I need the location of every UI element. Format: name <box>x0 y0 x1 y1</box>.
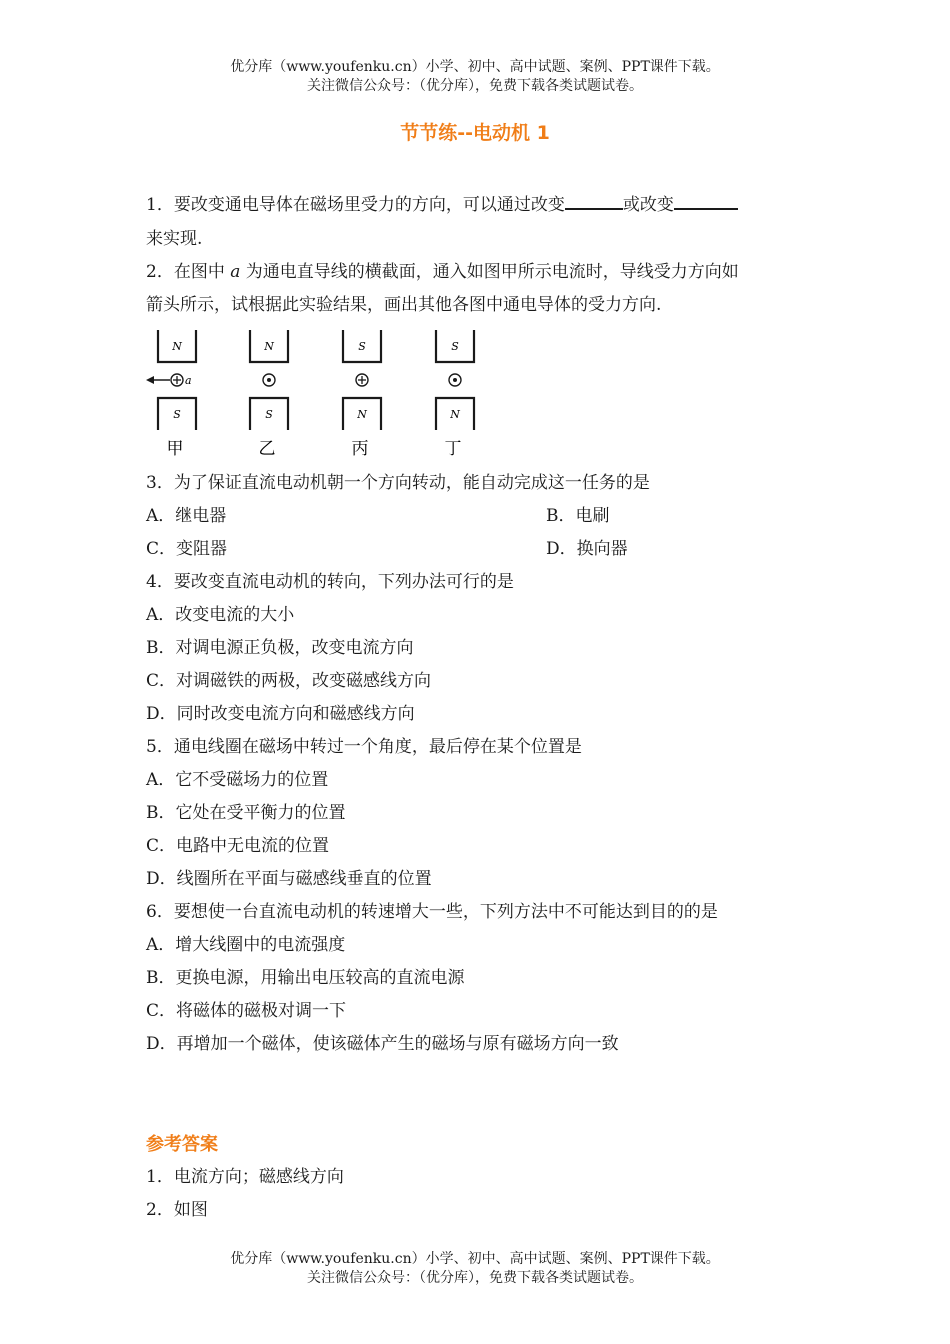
q3-option-a: A．继电器 <box>146 506 227 526</box>
q2-line-2: 箭头所示，试根据此实验结果，画出其他各图中通电导体的受力方向. <box>146 295 662 315</box>
q3-option-b: B．电刷 <box>546 506 610 526</box>
q5-option-b: B．它处在受平衡力的位置 <box>146 803 346 823</box>
figure-label: 乙 <box>258 439 276 459</box>
q4-option-c: C．对调磁铁的两极，改变磁感线方向 <box>146 671 432 691</box>
q6-option-a: A．增大线圈中的电流强度 <box>146 935 346 955</box>
q6-option-d: D．再增加一个磁体，使该磁体产生的磁场与原有磁场方向一致 <box>146 1034 619 1054</box>
top-pole-label: N <box>264 340 274 353</box>
bottom-pole-label: N <box>450 408 460 421</box>
magnet-panel-3 <box>436 330 474 459</box>
figure-label: 丁 <box>444 439 462 459</box>
q4-option-d: D．同时改变电流方向和磁感线方向 <box>146 704 415 724</box>
answer-1: 1．电流方向；磁感线方向 <box>146 1167 344 1187</box>
q5-option-a: A．它不受磁场力的位置 <box>146 770 329 790</box>
bottom-pole-label: S <box>265 408 273 421</box>
answer-blank-1 <box>565 194 623 210</box>
bottom-pole-label: S <box>173 408 181 421</box>
answer-2: 2．如图 <box>146 1200 208 1220</box>
wire-label: a <box>185 374 192 387</box>
magnet-figure <box>140 326 490 462</box>
magnet-panel-2 <box>343 330 381 459</box>
answer-blank-2 <box>674 194 738 210</box>
current-out-dot <box>267 378 271 382</box>
header-line-2: 关注微信公众号：（优分库），免费下载各类试题试卷。 <box>307 78 643 94</box>
footer-line-1: 优分库（www.youfenku.cn）小学、初中、高中试题、案例、PPT课件下载。 <box>230 1251 720 1267</box>
q2-post: 为通电直导线的横截面，通入如图甲所示电流时，导线受力方向如 <box>240 262 739 282</box>
top-pole-label: S <box>451 340 459 353</box>
page-title: 节节练--电动机 1 <box>400 122 550 144</box>
q5-option-d: D．线圈所在平面与磁感线垂直的位置 <box>146 869 432 889</box>
current-out-dot <box>453 378 457 382</box>
top-pole-label: S <box>358 340 366 353</box>
q2-var: a <box>230 262 241 282</box>
q4-option-a: A．改变电流的大小 <box>146 605 295 625</box>
q6-option-b: B．更换电源，用输出电压较高的直流电源 <box>146 968 465 988</box>
figure-label: 丙 <box>351 439 369 459</box>
magnet-panel-0 <box>146 330 196 459</box>
q2-pre: 2．在图中 <box>146 262 231 282</box>
force-arrow-head <box>146 376 154 384</box>
question-2 <box>146 257 739 282</box>
q6-stem: 6．要想使一台直流电动机的转速增大一些，下列方法中不可能达到目的的是 <box>146 902 718 922</box>
q1-text-c: 来实现. <box>146 229 203 249</box>
answers-title: 参考答案 <box>146 1134 218 1155</box>
footer-line-2: 关注微信公众号：（优分库），免费下载各类试题试卷。 <box>307 1270 643 1286</box>
q3-stem: 3．为了保证直流电动机朝一个方向转动，能自动完成这一任务的是 <box>146 473 650 493</box>
header-line-1: 优分库（www.youfenku.cn）小学、初中、高中试题、案例、PPT课件下载。 <box>230 59 720 75</box>
page-header <box>0 58 950 96</box>
page-footer <box>0 1250 950 1288</box>
q4-stem: 4．要改变直流电动机的转向，下列办法可行的是 <box>146 572 514 592</box>
question-1 <box>146 190 738 215</box>
top-pole-label: N <box>172 340 182 353</box>
q5-option-c: C．电路中无电流的位置 <box>146 836 330 856</box>
q5-stem: 5．通电线圈在磁场中转过一个角度，最后停在某个位置是 <box>146 737 582 757</box>
q6-option-c: C．将磁体的磁极对调一下 <box>146 1001 347 1021</box>
figure-label: 甲 <box>166 439 184 459</box>
magnet-panel-1 <box>250 330 288 459</box>
q3-option-d: D．换向器 <box>546 539 628 559</box>
q4-option-b: B．对调电源正负极，改变电流方向 <box>146 638 414 658</box>
bottom-pole-label: N <box>357 408 367 421</box>
q1-text-a: 1．要改变通电导体在磁场里受力的方向，可以通过改变 <box>146 195 565 215</box>
q1-text-b: 或改变 <box>622 195 674 215</box>
q3-option-c: C．变阻器 <box>146 539 228 559</box>
